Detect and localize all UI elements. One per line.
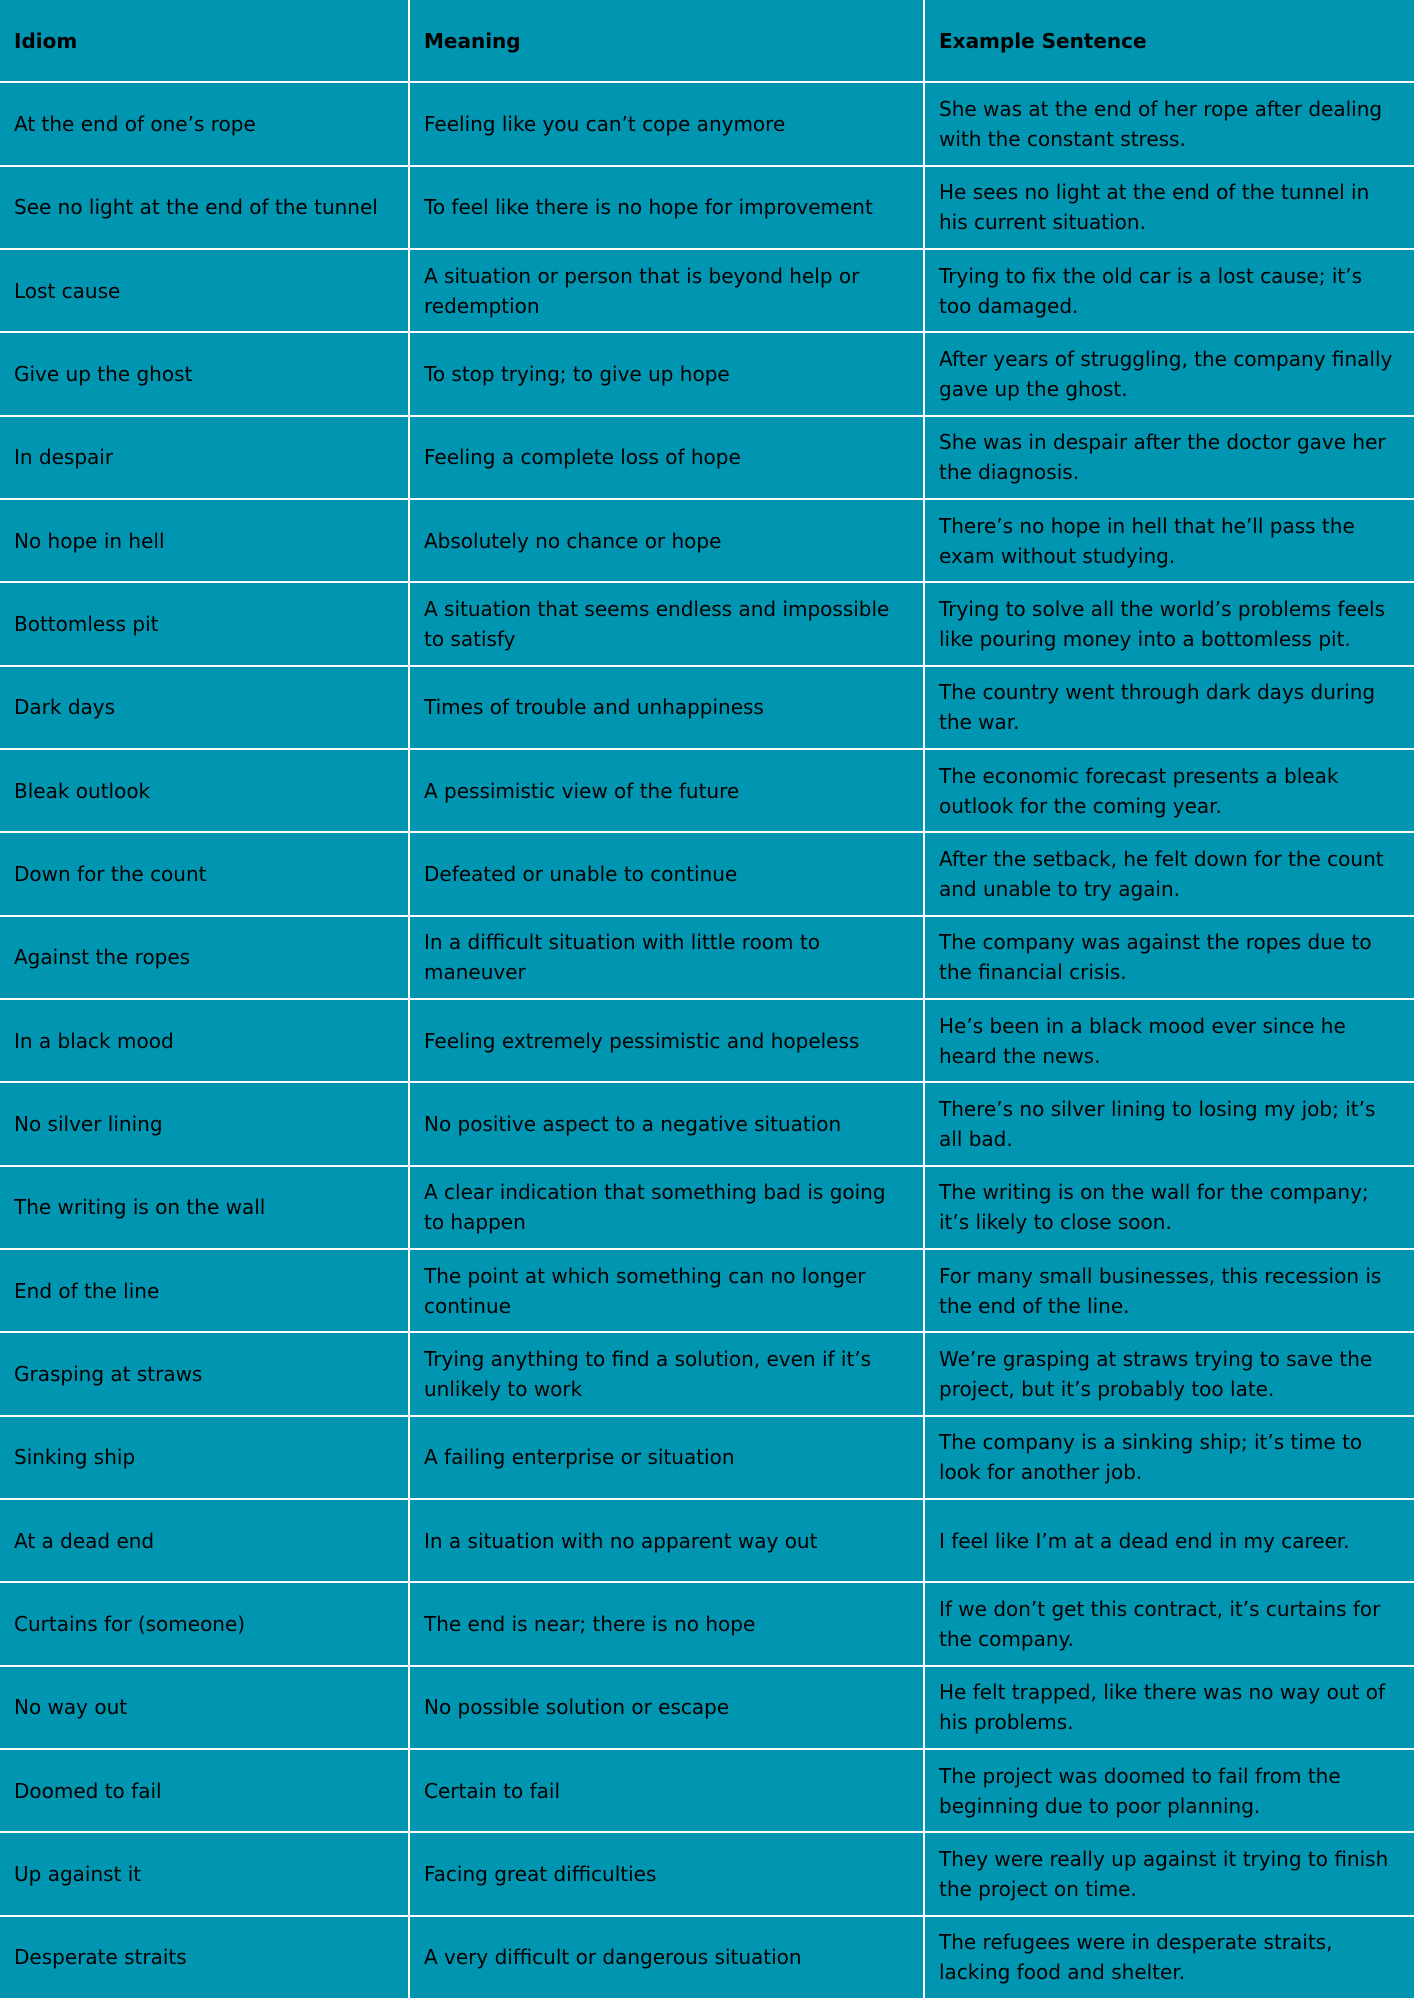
cell-example-sentence: We’re grasping at straws trying to save the project, but it’s probably too late.	[925, 1333, 1414, 1416]
cell-idiom: In a black mood	[0, 1000, 410, 1083]
header-idiom: Idiom	[0, 0, 410, 83]
cell-example-sentence: The company is a sinking ship; it’s time to look for another job.	[925, 1417, 1414, 1500]
cell-example-sentence: She was at the end of her rope after dealing with the constant stress.	[925, 83, 1414, 166]
header-meaning: Meaning	[410, 0, 925, 83]
cell-meaning: Facing great difficulties	[410, 1833, 925, 1916]
cell-idiom: Bottomless pit	[0, 583, 410, 666]
cell-example-sentence: She was in despair after the doctor gave her the diagnosis.	[925, 417, 1414, 500]
cell-idiom: No way out	[0, 1667, 410, 1750]
cell-example-sentence: If we don’t get this contract, it’s curtains for the company.	[925, 1583, 1414, 1666]
cell-example-sentence: There’s no silver lining to losing my job; it’s all bad.	[925, 1083, 1414, 1166]
cell-meaning: A pessimistic view of the future	[410, 750, 925, 833]
header-example-sentence: Example Sentence	[925, 0, 1414, 83]
cell-example-sentence: Trying to solve all the world’s problems feels like pouring money into a bottomless pit.	[925, 583, 1414, 666]
cell-idiom: Bleak outlook	[0, 750, 410, 833]
cell-example-sentence: I feel like I’m at a dead end in my career.	[925, 1500, 1414, 1583]
cell-meaning: Feeling like you can’t cope anymore	[410, 83, 925, 166]
cell-meaning: In a difficult situation with little room to maneuver	[410, 917, 925, 1000]
cell-idiom: No silver lining	[0, 1083, 410, 1166]
cell-meaning: The point at which something can no longer continue	[410, 1250, 925, 1333]
cell-example-sentence: They were really up against it trying to finish the project on time.	[925, 1833, 1414, 1916]
cell-meaning: Absolutely no chance or hope	[410, 500, 925, 583]
cell-example-sentence: He sees no light at the end of the tunnel in his current situation.	[925, 167, 1414, 250]
cell-idiom: Grasping at straws	[0, 1333, 410, 1416]
cell-idiom: Against the ropes	[0, 917, 410, 1000]
cell-idiom: Give up the ghost	[0, 333, 410, 416]
cell-idiom: Down for the count	[0, 833, 410, 916]
cell-idiom: In despair	[0, 417, 410, 500]
cell-meaning: Feeling a complete loss of hope	[410, 417, 925, 500]
cell-meaning: The end is near; there is no hope	[410, 1583, 925, 1666]
cell-meaning: A situation or person that is beyond help or redemption	[410, 250, 925, 333]
cell-example-sentence: The company was against the ropes due to the financial crisis.	[925, 917, 1414, 1000]
cell-meaning: No possible solution or escape	[410, 1667, 925, 1750]
cell-example-sentence: The country went through dark days during the war.	[925, 667, 1414, 750]
cell-meaning: In a situation with no apparent way out	[410, 1500, 925, 1583]
cell-meaning: A clear indication that something bad is going to happen	[410, 1167, 925, 1250]
cell-idiom: At the end of one’s rope	[0, 83, 410, 166]
cell-idiom: See no light at the end of the tunnel	[0, 167, 410, 250]
cell-example-sentence: After the setback, he felt down for the count and unable to try again.	[925, 833, 1414, 916]
cell-meaning: To feel like there is no hope for improvement	[410, 167, 925, 250]
cell-example-sentence: For many small businesses, this recession is the end of the line.	[925, 1250, 1414, 1333]
cell-idiom: The writing is on the wall	[0, 1167, 410, 1250]
cell-idiom: Dark days	[0, 667, 410, 750]
cell-idiom: Doomed to fail	[0, 1750, 410, 1833]
cell-example-sentence: There’s no hope in hell that he’ll pass the exam without studying.	[925, 500, 1414, 583]
cell-meaning: A very difficult or dangerous situation	[410, 1917, 925, 2000]
cell-idiom: Up against it	[0, 1833, 410, 1916]
cell-example-sentence: Trying to fix the old car is a lost cause; it’s too damaged.	[925, 250, 1414, 333]
cell-idiom: Sinking ship	[0, 1417, 410, 1500]
cell-meaning: To stop trying; to give up hope	[410, 333, 925, 416]
cell-idiom: Lost cause	[0, 250, 410, 333]
cell-idiom: End of the line	[0, 1250, 410, 1333]
cell-example-sentence: The refugees were in desperate straits, lacking food and shelter.	[925, 1917, 1414, 2000]
cell-meaning: Times of trouble and unhappiness	[410, 667, 925, 750]
cell-example-sentence: He felt trapped, like there was no way out of his problems.	[925, 1667, 1414, 1750]
cell-meaning: Trying anything to find a solution, even if it’s unlikely to work	[410, 1333, 925, 1416]
cell-example-sentence: After years of struggling, the company finally gave up the ghost.	[925, 333, 1414, 416]
cell-idiom: At a dead end	[0, 1500, 410, 1583]
cell-meaning: A situation that seems endless and impossible to satisfy	[410, 583, 925, 666]
cell-example-sentence: The project was doomed to fail from the beginning due to poor planning.	[925, 1750, 1414, 1833]
cell-meaning: A failing enterprise or situation	[410, 1417, 925, 1500]
cell-idiom: No hope in hell	[0, 500, 410, 583]
cell-idiom: Desperate straits	[0, 1917, 410, 2000]
cell-meaning: No positive aspect to a negative situation	[410, 1083, 925, 1166]
cell-meaning: Certain to fail	[410, 1750, 925, 1833]
cell-example-sentence: The writing is on the wall for the company; it’s likely to close soon.	[925, 1167, 1414, 1250]
cell-meaning: Defeated or unable to continue	[410, 833, 925, 916]
cell-example-sentence: He’s been in a black mood ever since he heard the news.	[925, 1000, 1414, 1083]
cell-idiom: Curtains for (someone)	[0, 1583, 410, 1666]
cell-example-sentence: The economic forecast presents a bleak outlook for the coming year.	[925, 750, 1414, 833]
cell-meaning: Feeling extremely pessimistic and hopeless	[410, 1000, 925, 1083]
